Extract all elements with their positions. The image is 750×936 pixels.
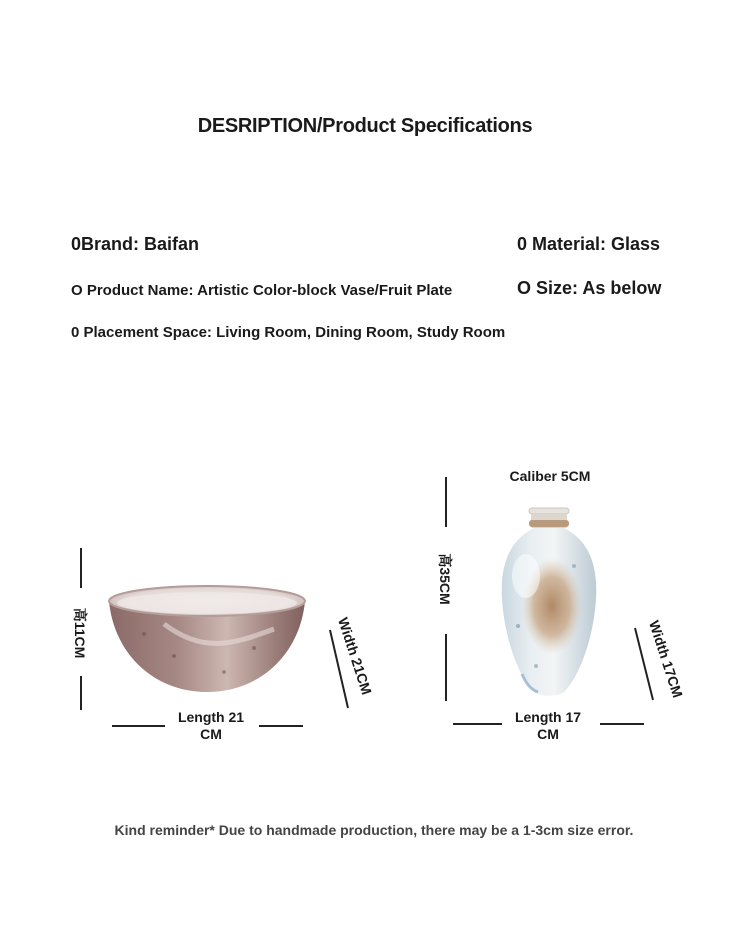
bowl-length-line-left bbox=[112, 725, 165, 727]
spec-size: O Size: As below bbox=[517, 278, 662, 298]
vase-length-line-right bbox=[600, 723, 644, 725]
vase-height-line-top bbox=[445, 477, 447, 527]
bowl-height-line-bottom bbox=[80, 676, 82, 710]
vase-caliber-label: Caliber 5CM bbox=[509, 468, 591, 484]
bowl-height-line-top bbox=[80, 548, 82, 588]
vase-image bbox=[496, 506, 602, 700]
bowl-length-line-right bbox=[259, 725, 303, 727]
bowl-length-label-line1: Length 21 bbox=[177, 709, 245, 725]
spec-material: 0 Material: Glass bbox=[517, 234, 661, 254]
bowl-height-label: 高11CM bbox=[72, 607, 88, 659]
vase-height-label: 高35CM bbox=[437, 553, 453, 605]
bowl-length-label bbox=[165, 709, 257, 743]
spec-brand: 0Brand: Baifan bbox=[71, 234, 200, 254]
size-reminder: Kind reminder* Due to handmade production, there may be a 1-3cm size error. bbox=[114, 822, 634, 838]
page-title: DESRIPTION/Product Specifications bbox=[197, 115, 533, 137]
vase-width-label: Width 17CM bbox=[646, 618, 686, 700]
vase-length-label bbox=[502, 709, 594, 743]
spec-placement: 0 Placement Space: Living Room, Dining Room, Study Room bbox=[71, 324, 506, 341]
bowl-image bbox=[104, 584, 310, 696]
vase-length-label-line2: CM bbox=[537, 726, 559, 742]
bowl-width-label: Width 21CM bbox=[335, 615, 375, 697]
bowl-length-label-line2: CM bbox=[200, 726, 222, 742]
spec-product-name: O Product Name: Artistic Color-block Vase/Fruit Plate bbox=[71, 282, 453, 299]
vase-height-line-bottom bbox=[445, 634, 447, 701]
vase-length-label-line1: Length 17 bbox=[514, 709, 582, 725]
vase-length-line-left bbox=[453, 723, 502, 725]
